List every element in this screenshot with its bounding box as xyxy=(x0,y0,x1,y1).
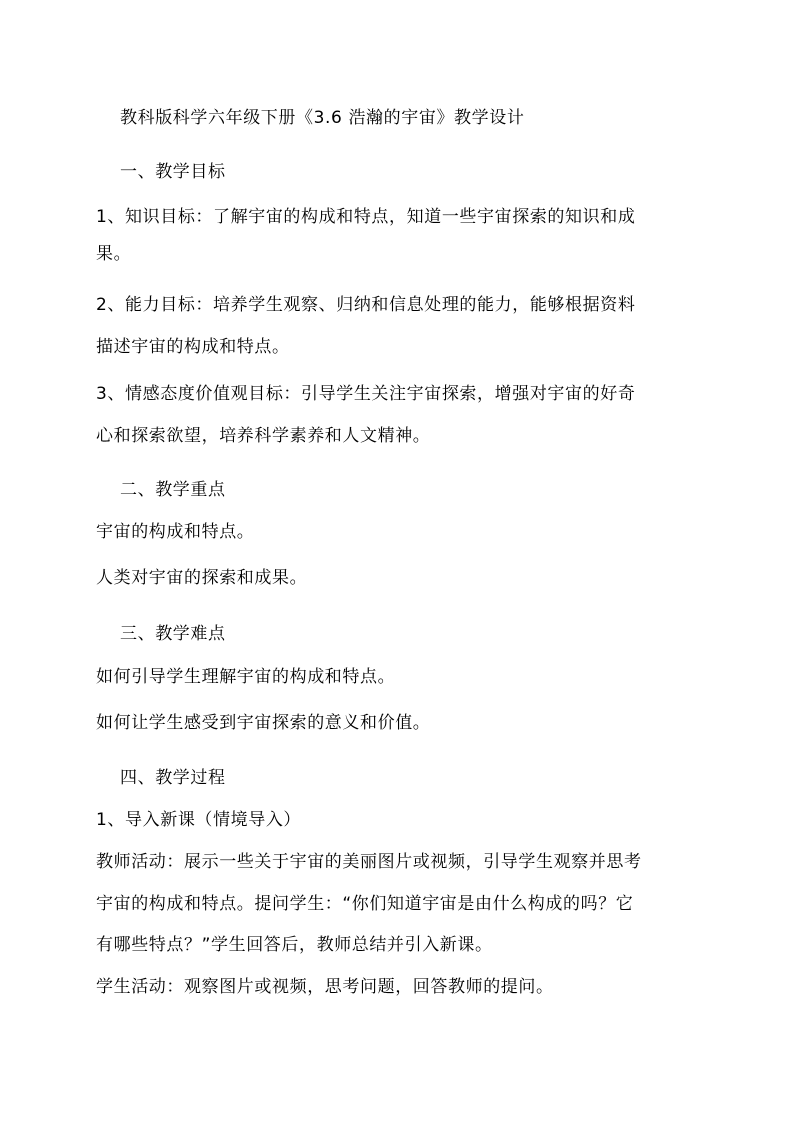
objective-1-line-1: 1、知识目标：了解宇宙的构成和特点，知道一些宇宙探索的知识和成 xyxy=(96,207,636,227)
teacher-activity-line-1: 教师活动：展示一些关于宇宙的美丽图片或视频，引导学生观察并思考 xyxy=(96,852,642,872)
key-point-1: 宇宙的构成和特点。 xyxy=(96,522,255,542)
objective-3-line-2: 心和探索欲望，培养科学素养和人文精神。 xyxy=(96,426,431,446)
section-heading-objectives: 一、教学目标 xyxy=(120,162,226,182)
section-heading-difficulties: 三、教学难点 xyxy=(120,624,226,644)
process-subheading-1: 1、导入新课（情境导入） xyxy=(96,810,302,830)
difficulty-2: 如何让学生感受到宇宙探索的意义和价值。 xyxy=(96,713,431,733)
section-heading-key-points: 二、教学重点 xyxy=(120,480,226,500)
key-point-2: 人类对宇宙的探索和成果。 xyxy=(96,568,308,588)
difficulty-1: 如何引导学生理解宇宙的构成和特点。 xyxy=(96,667,396,687)
section-heading-process: 四、教学过程 xyxy=(120,768,226,788)
teacher-activity-line-3: 有哪些特点？”学生回答后，教师总结并引入新课。 xyxy=(96,935,493,955)
objective-2-line-1: 2、能力目标：培养学生观察、归纳和信息处理的能力，能够根据资料 xyxy=(96,295,636,315)
objective-3-line-1: 3、情感态度价值观目标：引导学生关注宇宙探索，增强对宇宙的好奇 xyxy=(96,384,636,404)
objective-2-line-2: 描述宇宙的构成和特点。 xyxy=(96,337,290,357)
student-activity-line-1: 学生活动：观察图片或视频，思考问题，回答教师的提问。 xyxy=(96,977,554,997)
teacher-activity-line-2: 宇宙的构成和特点。提问学生：“你们知道宇宙是由什么构成的吗？它 xyxy=(96,894,634,914)
objective-1-line-2: 果。 xyxy=(96,244,132,264)
document-title: 教科版科学六年级下册《3.6 浩瀚的宇宙》教学设计 xyxy=(120,108,525,128)
